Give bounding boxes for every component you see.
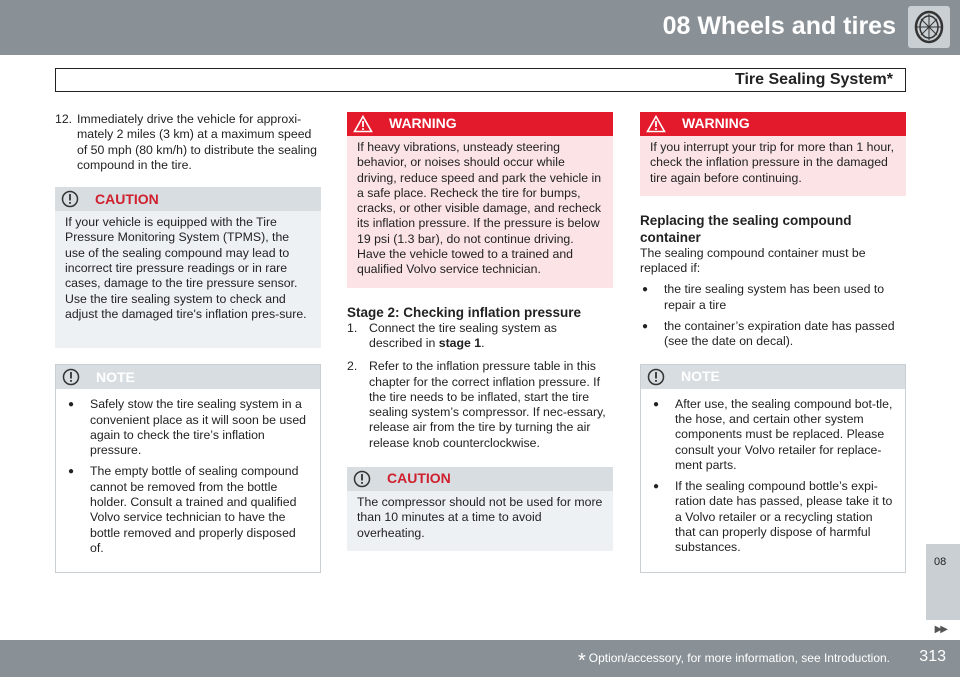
- bullet-text: Safely stow the tire sealing system in a convenient place as it will soon be used again to check the tire’s inflation pressure.: [90, 397, 307, 458]
- exclamation-circle-icon: [61, 190, 79, 208]
- step-number: 2.: [347, 359, 358, 374]
- warning-triangle-icon: [646, 115, 666, 133]
- step-text-main: Connect the tire sealing system as described in: [369, 320, 557, 350]
- step-1: [347, 321, 613, 352]
- bullet-text: After use, the sealing compound bot-tle, the hose, and certain other system components must be replaced. Please consult your Volvo retailer for replace-ment parts.: [675, 396, 893, 472]
- warning-box: [640, 112, 906, 196]
- note-box: [55, 364, 321, 573]
- exclamation-circle-icon: [353, 470, 371, 488]
- bullet-icon: ●: [68, 399, 75, 411]
- note-box: [640, 364, 906, 573]
- caution-label: CAUTION: [387, 470, 451, 487]
- caution-header: [55, 187, 321, 211]
- bullet-icon: ●: [642, 284, 649, 296]
- step-12: [55, 112, 321, 173]
- column-1: [55, 112, 321, 589]
- warning-label: WARNING: [682, 115, 750, 132]
- caution-label: CAUTION: [95, 190, 159, 207]
- step-text: Refer to the inflation pressure table in this chapter for the correct inflation pressure. If the tire needs to be inflated, start the tire sealing system’s compressor. If nec-essary, release air from the tire by turning the air release knob counterclockwise.: [369, 359, 606, 450]
- next-page-icon[interactable]: ▶▶: [934, 624, 946, 635]
- exclamation-circle-icon: [647, 368, 665, 386]
- footer-note-text: Option/accessory, for more information, see Introduction.: [588, 651, 890, 665]
- stage2-heading: Stage 2: Checking inflation pressure: [347, 304, 582, 320]
- warning-header: [347, 112, 613, 136]
- caution-box: [347, 467, 613, 551]
- bullet-text: If the sealing compound bottle’s expi-ration date has passed, please take it to a Volvo retailer or a recycling station that can properly dispose of harmful substances.: [675, 479, 893, 555]
- caution-text: If your vehicle is equipped with the Tire Pressure Monitoring System (TPMS), the use of the sealing compound may lead to incorrect tire pressure readings or in rare cases, damage to the tire pressure sensor. Use the tire sealing system to check and adjust the damaged tire's inflation pres-sure.: [55, 211, 321, 348]
- caution-text: The compressor should not be used for more than 10 minutes at a time to avoid overheating.: [347, 491, 613, 551]
- step-link-stage1: stage 1: [438, 335, 482, 350]
- note-label: NOTE: [96, 368, 135, 385]
- tire-icon: [908, 6, 950, 48]
- step-number: 1.: [347, 320, 358, 335]
- note-body: [641, 389, 905, 572]
- step-2: [347, 359, 613, 451]
- warning-text: If heavy vibrations, unsteady steering behavior, or noises should occur while driving, reduce speed and park the vehicle in a safe place. Recheck the tire for bumps, cracks, or other visible damage, and recheck its inflation pressure. If the pressure is below 19 psi (1.3 bar), do not continue driving. Have the vehicle towed to a trained and qualified Volvo service technician.: [347, 136, 613, 288]
- step-number: 12.: [55, 112, 73, 126]
- caution-box: [55, 187, 321, 348]
- list-item: [640, 282, 906, 313]
- note-header: [641, 365, 905, 389]
- list-item: [651, 479, 895, 555]
- bullet-text: the tire sealing system has been used to repair a tire: [664, 282, 885, 312]
- note-body: [56, 389, 320, 572]
- warning-header: [640, 112, 906, 136]
- exclamation-circle-icon: [62, 368, 80, 386]
- note-header: [56, 365, 320, 389]
- bullet-text: the container’s expiration date has passed (see the date on decal).: [664, 319, 895, 349]
- bullet-icon: ●: [642, 321, 649, 333]
- warning-triangle-icon: [353, 115, 373, 133]
- note-label: NOTE: [681, 368, 720, 385]
- list-item: [66, 464, 310, 556]
- replace-intro: The sealing compound container must be replaced if:: [640, 245, 866, 276]
- chapter-title: 08 Wheels and tires: [662, 12, 896, 40]
- bullet-icon: ●: [653, 481, 660, 493]
- column-3: [640, 112, 906, 589]
- footer-note: [578, 650, 890, 673]
- warning-text: If you interrupt your trip for more than 1 hour, check the inflation pressure in the damaged tire again before continuing.: [640, 136, 906, 196]
- chapter-tab-label: 08: [934, 556, 947, 568]
- bullet-text: The empty bottle of sealing compound cannot be removed from the bottle holder. Consult a trained and qualified Volvo service technician to have the bottle removed and properly disposed of.: [90, 464, 299, 555]
- step-text-end: .: [481, 335, 485, 350]
- list-item: [640, 319, 906, 350]
- step-text: [369, 321, 613, 352]
- bullet-icon: ●: [653, 398, 660, 410]
- section-title: Tire Sealing System*: [735, 71, 893, 88]
- page-footer: [0, 640, 960, 677]
- asterisk-icon: *: [577, 650, 586, 672]
- caution-header: [347, 467, 613, 491]
- warning-box: [347, 112, 613, 288]
- page-number: 313: [919, 648, 946, 665]
- section-header: [55, 68, 906, 92]
- warning-label: WARNING: [389, 115, 457, 132]
- column-2: [347, 112, 613, 567]
- step-text: Immediately drive the vehicle for approxi-mately 2 miles (3 km) at a maximum speed of 50 mph (80 km/h) to distribute the sealing compound in the tire.: [77, 112, 317, 172]
- chapter-tab[interactable]: [926, 544, 960, 620]
- page-header: [0, 0, 960, 55]
- list-item: [651, 397, 895, 473]
- bullet-icon: ●: [68, 466, 75, 478]
- list-item: [66, 397, 310, 458]
- replace-heading: Replacing the sealing compound container: [640, 212, 852, 245]
